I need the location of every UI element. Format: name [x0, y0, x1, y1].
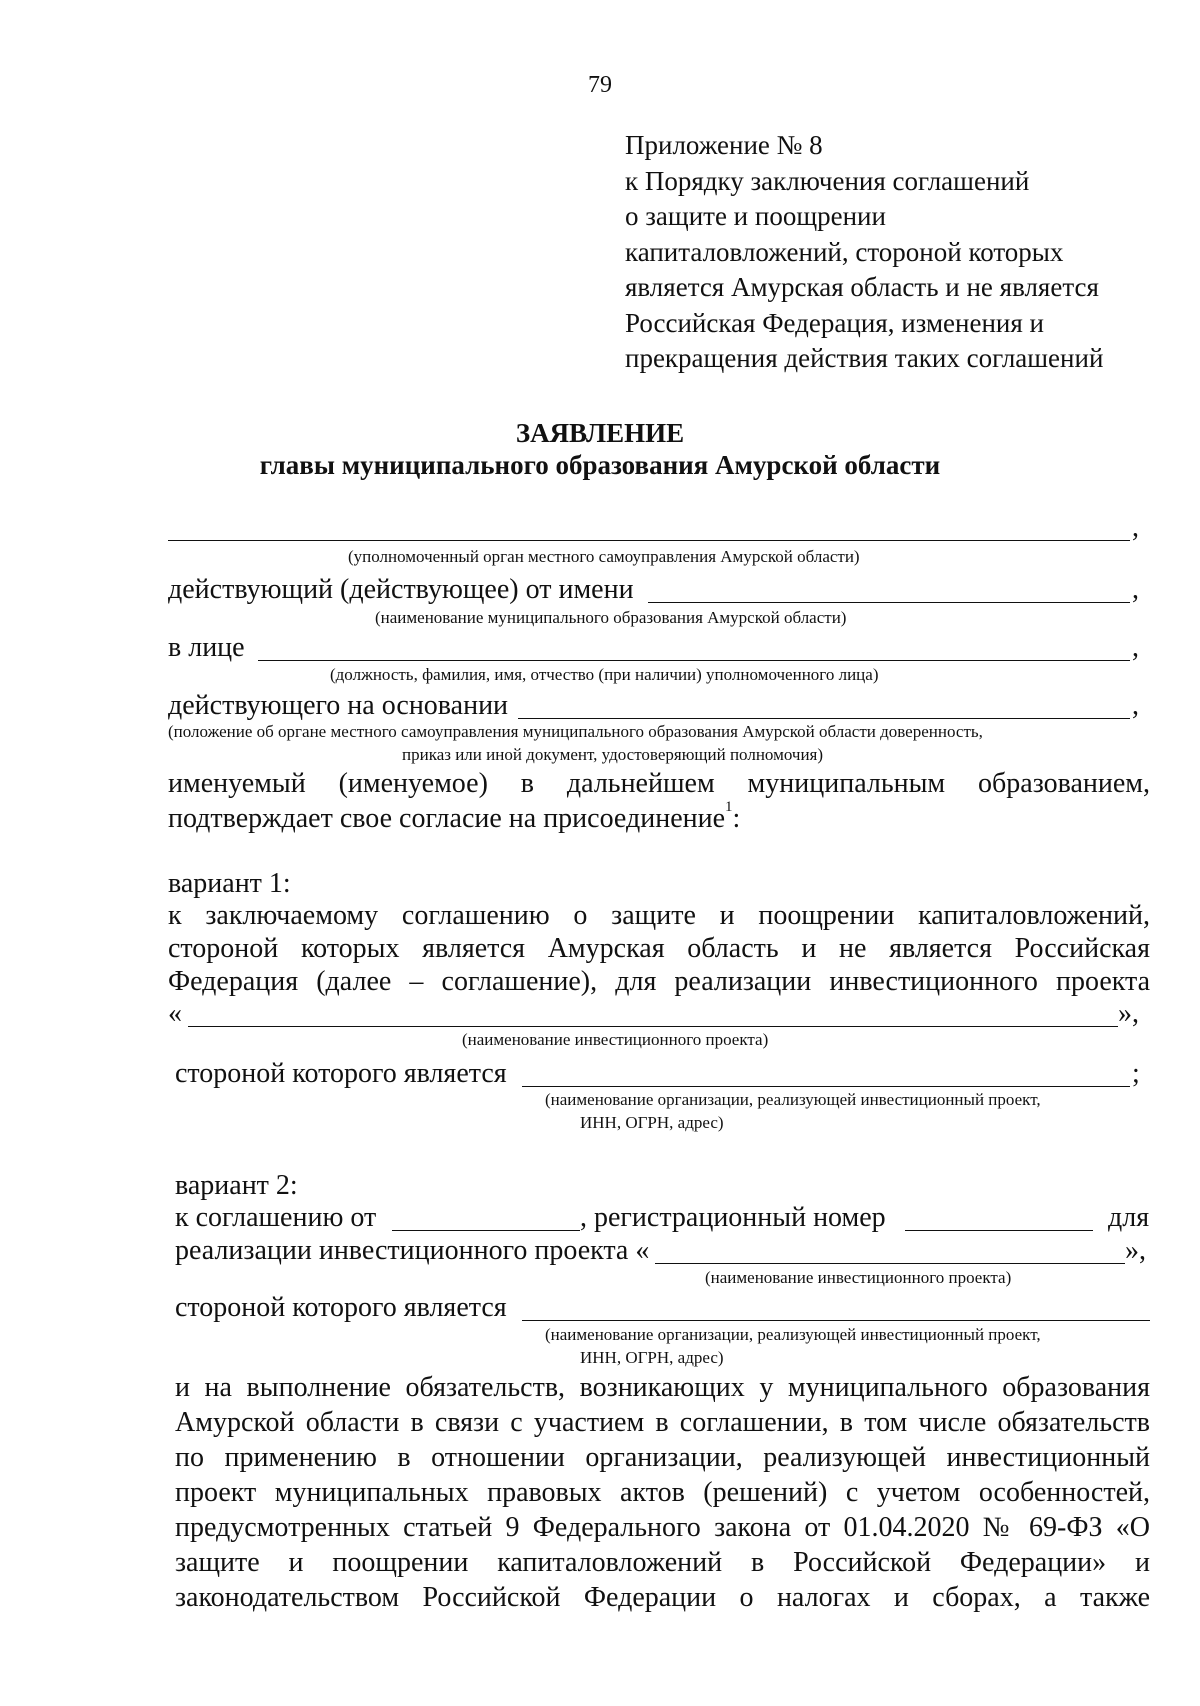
variant1-party-label: стороной которого является — [175, 1058, 507, 1089]
acting-on-behalf-label: действующий (действующее) от имени — [168, 574, 634, 605]
variant2-label: вариант 2: — [175, 1170, 298, 1201]
implementation-label: реализации инвестиционного проекта « — [175, 1235, 650, 1266]
closing-line: проект муниципальных правовых актов (решений) с учетом особенностей, — [175, 1477, 1150, 1508]
municipality-hint: (наименование муниципального образования Амурской области) — [375, 608, 847, 627]
named-line: именуемый (именуемое) в дальнейшем муниципальным образованием, — [168, 768, 1150, 799]
reg-number-blank-line — [905, 1230, 1093, 1231]
closing-line: законодательством Российской Федерации о налогах и сборах, а также — [175, 1582, 1150, 1613]
variant1-line: Федерация (далее – соглашение), для реализации инвестиционного проекта — [168, 966, 1150, 997]
appendix-line: Российская Федерация, изменения и — [625, 307, 1044, 338]
acting-basis-label: действующего на основании — [168, 690, 509, 721]
comma: , — [1132, 632, 1139, 663]
variant1-label: вариант 1: — [168, 868, 291, 899]
confirms-colon: : — [732, 803, 741, 834]
to-agreement-label: к соглашению от — [175, 1202, 377, 1233]
appendix-line: является Амурская область и не является — [625, 272, 1099, 302]
project2-blank-line — [655, 1263, 1125, 1264]
appendix-line: Приложение № 8 — [625, 130, 823, 160]
closing-line: и на выполнение обязательств, возникающих у муниципального образования — [175, 1372, 1150, 1403]
in-person-label: в лице — [168, 632, 245, 663]
confirms-line — [168, 799, 741, 835]
variant1-line: к заключаемому соглашению о защите и поощрении капиталовложений, — [168, 900, 1150, 931]
basis-blank-line — [518, 718, 1130, 719]
basis-hint-line-1: (положение об органе местного самоуправления муниципального образования Амурской области доверенность, — [168, 722, 983, 741]
document-subtitle: главы муниципального образования Амурской области — [259, 450, 941, 480]
appendix-header — [625, 128, 1103, 377]
variant1-line: стороной которых является Амурская область и не является Российская — [168, 933, 1150, 964]
org2-hint-line-1: (наименование организации, реализующей инвестиционный проект, — [545, 1325, 1041, 1344]
org-hint-line-2: ИНН, ОГРН, адрес) — [580, 1113, 724, 1132]
open-quote: « — [168, 998, 182, 1029]
closing-line: Амурской области в связи с участием в соглашении, в том числе обязательств — [175, 1407, 1150, 1438]
date-blank-line — [392, 1230, 580, 1231]
for-word: для — [1108, 1202, 1150, 1233]
authority-blank-line — [168, 540, 1130, 541]
closing-line: защите и поощрении капиталовложений в Российской Федерации» и — [175, 1547, 1150, 1578]
comma: , — [1132, 574, 1139, 605]
org-hint-line-1: (наименование организации, реализующей инвестиционный проект, — [545, 1090, 1041, 1109]
footnote-marker: 1 — [725, 799, 733, 815]
project-blank-line — [188, 1026, 1118, 1027]
semicolon: ; — [1132, 1058, 1140, 1089]
reg-number-label: , регистрационный номер — [580, 1202, 886, 1233]
closing-line: предусмотренных статьей 9 Федерального закона от 01.04.2020 № 69-ФЗ «О — [175, 1512, 1150, 1543]
close-quote: », — [1118, 998, 1139, 1029]
basis-hint-line-2: приказ или иной документ, удостоверяющий полномочия) — [402, 745, 824, 764]
person-hint: (должность, фамилия, имя, отчество (при наличии) уполномоченного лица) — [330, 665, 879, 684]
comma: , — [1132, 512, 1139, 543]
confirms-text: подтверждает свое согласие на присоединение — [168, 803, 726, 834]
project2-hint: (наименование инвестиционного проекта) — [705, 1268, 1012, 1287]
page-number: 79 — [588, 72, 612, 98]
close-quote: », — [1125, 1235, 1146, 1266]
person-blank-line — [258, 660, 1130, 661]
municipality-blank-line — [648, 602, 1130, 603]
authority-hint: (уполномоченный орган местного самоуправления Амурской области) — [348, 547, 860, 566]
appendix-line: прекращения действия таких соглашений — [625, 343, 1104, 373]
variant2-party-label: стороной которого является — [175, 1292, 507, 1323]
comma: , — [1132, 690, 1139, 721]
org2-hint-line-2: ИНН, ОГРН, адрес) — [580, 1348, 724, 1367]
appendix-line: капиталовложений, стороной которых — [625, 236, 1064, 267]
party2-blank-line — [522, 1320, 1150, 1321]
party-blank-line — [522, 1086, 1130, 1087]
project-hint: (наименование инвестиционного проекта) — [462, 1030, 769, 1049]
appendix-line: о защите и поощрении — [625, 201, 886, 231]
appendix-line: к Порядку заключения соглашений — [625, 165, 1030, 196]
closing-line: по применению в отношении организации, реализующей инвестиционный — [175, 1442, 1150, 1473]
document-title: ЗАЯВЛЕНИЕ — [515, 418, 685, 448]
